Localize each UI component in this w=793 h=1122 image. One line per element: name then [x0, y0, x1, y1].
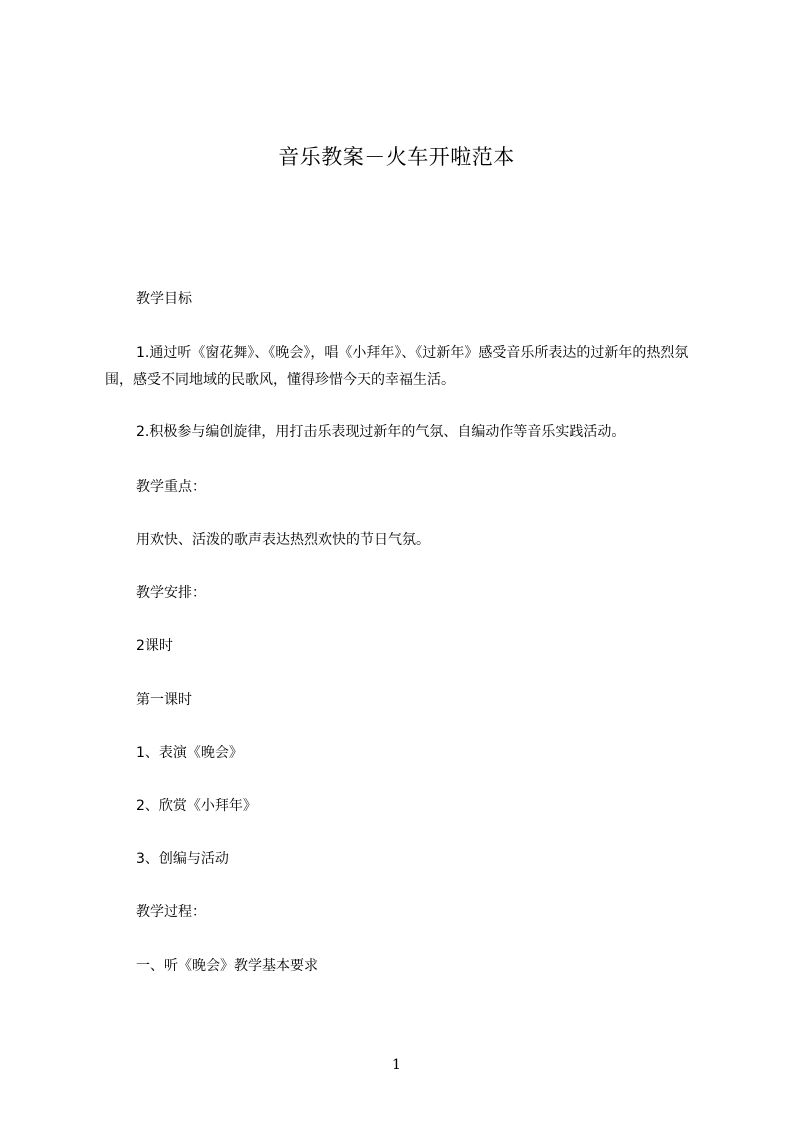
paragraph-process-heading: 教学过程：	[136, 904, 206, 920]
paragraph-goal-1: 1.通过听《窗花舞》、《晚会》，唱《小拜年》、《过新年》感受音乐所表达的过新年的热烈氛围，感受不同地域的民歌风，懂得珍惜今天的幸福生活。	[105, 345, 689, 388]
paragraph-item-3: 3、创编与活动	[136, 851, 229, 867]
paragraph-lesson-count: 2课时	[136, 638, 173, 654]
paragraph-key-points-heading: 教学重点：	[136, 479, 206, 495]
paragraph-arrangement-heading: 教学安排：	[136, 585, 206, 601]
paragraph-first-lesson: 第一课时	[136, 692, 192, 708]
page-number: 1	[392, 1057, 401, 1073]
paragraph-key-points: 用欢快、活泼的歌声表达热烈欢快的节日气氛。	[136, 532, 430, 548]
paragraph-teaching-goals: 教学目标	[136, 291, 192, 307]
paragraph-goal-2: 2.积极参与编创旋律，用打击乐表现过新年的气氛、自编动作等音乐实践活动。	[136, 424, 626, 440]
paragraph-item-1: 1、表演《晚会》	[136, 745, 243, 761]
document-title: 音乐教案－火车开啦范本	[278, 145, 515, 169]
paragraph-section-1: 一、听《晚会》教学基本要求	[136, 958, 318, 974]
paragraph-item-2: 2、欣赏《小拜年》	[136, 798, 257, 814]
